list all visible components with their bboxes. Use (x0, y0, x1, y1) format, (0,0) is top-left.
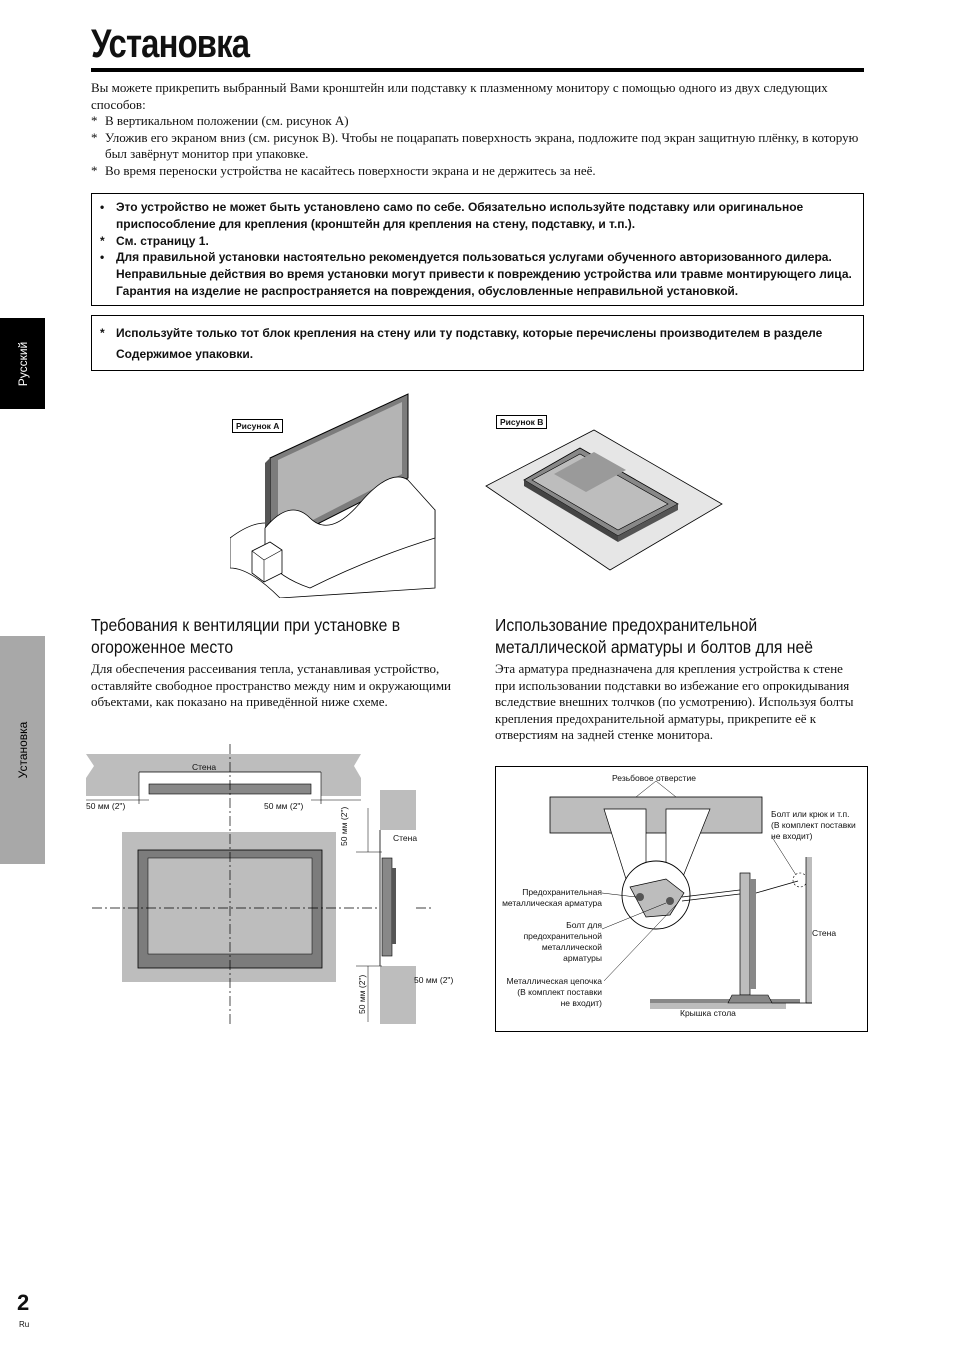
title-rule (91, 68, 864, 72)
safety-label-table: Крышка стола (680, 1008, 736, 1018)
safety-section (495, 614, 867, 744)
vent-dim-top: 50 мм (2") (339, 806, 349, 846)
intro-lead: Вы можете прикрепить выбранный Вами кронштейн или подставку к плазменному монитору с помощью одного из двух следующих способов: (91, 80, 828, 112)
intro-item: * В вертикальном положении (см. рисунок A) (91, 113, 349, 128)
figure-b-label: Рисунок B (496, 415, 547, 429)
page-number: 2 (17, 1290, 30, 1315)
page-language-code: Ru (19, 1320, 30, 1329)
intro-item: * Во время переноски устройства не касайтесь поверхности экрана и не держитесь за неё. (91, 162, 596, 178)
ventilation-diagram (86, 744, 466, 1024)
ventilation-text: Для обеспечения рассеивания тепла, устанавливая устройство, оставляйте свободное пространство между ним и окружающими объектами, как показано на приведённой ниже схеме. (91, 661, 452, 709)
page-title: Установка (91, 22, 250, 66)
vent-wall-top-label: Стена (192, 762, 217, 772)
warning-item: • Это устройство не может быть установлено само по себе. Обязательно используйте подставку или оригинальное приспособление для крепления (кронштейн для крепления на стену, подставку, и т.п.). (100, 200, 804, 231)
safety-label-wall: Стена (812, 928, 837, 938)
safety-label-chain: Металлическая цепочка (В комплект поставки не входит) (506, 976, 602, 1008)
ventilation-section (91, 614, 471, 711)
warning-box (91, 193, 864, 306)
safety-label-bolt: Болт для предохранительной металлической арматуры (523, 920, 602, 963)
safety-label-bracket: Предохранительная металлическая арматура (502, 887, 602, 908)
vent-wall-side-label: Стена (393, 833, 418, 843)
warning-item: * См. страницу 1. (100, 233, 209, 248)
safety-text: Эта арматура предназначена для крепления устройства к стене при использовании подставки во избежание его опрокидывания вследствие внешних толчков (по усмотрению). Используя болты крепления предохранительной арматуры, прикрепите её к отверстиям на задней стенке монитора. (495, 661, 854, 742)
vent-dim-right: 50 мм (2") (264, 801, 304, 811)
figure-b-illustration (484, 426, 724, 572)
intro-section (91, 80, 864, 179)
figure-a-label: Рисунок A (232, 419, 283, 433)
safety-heading: Использование предохранительной металлической арматуры и болтов для неё (495, 615, 814, 657)
vent-dim-side: 50 мм (2") (414, 975, 454, 985)
safety-label-thread: Резьбовое отверстие (612, 773, 696, 783)
vent-dim-left: 50 мм (2") (86, 801, 126, 811)
ventilation-heading: Требования к вентиляции при установке в огороженное место (91, 615, 401, 657)
language-tab: Русский (0, 318, 45, 409)
note-item: * Используйте только тот блок крепления на стену или ту подставку, которые перечислены производителем в разделе Содержимое упаковки. (100, 326, 823, 361)
safety-label-bolt-hook: Болт или крюк и т.п. (В комплект поставки не входит) (771, 809, 856, 841)
vent-dim-bottom: 50 мм (2") (357, 974, 367, 1014)
intro-item: * Уложив его экраном вниз (см. рисунок B). Чтобы не поцарапать поверхность экрана, подложите под экран защитную плёнку, в которую был завёрнут монитор при упаковке. (91, 129, 859, 161)
section-tab: Установка (0, 636, 45, 864)
note-box (91, 315, 864, 371)
warning-item: • Для правильной установки настоятельно рекомендуется пользоваться услугами обученного авторизованного дилера. Неправильные действия во время установки могут привести к повреждению устройства или травме монтирующего лица. Гарантия на изделие не распространяется на повреждения, обусловленные неправильной установкой. (100, 250, 852, 298)
